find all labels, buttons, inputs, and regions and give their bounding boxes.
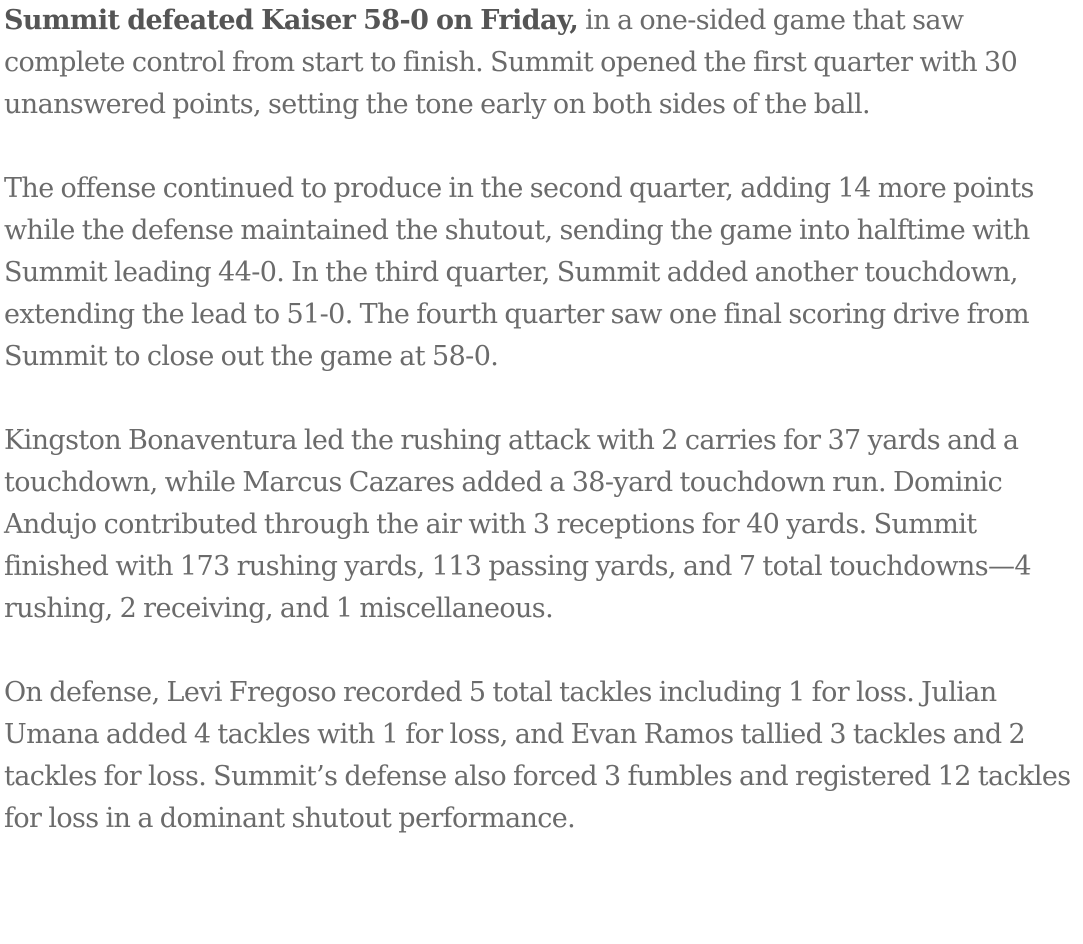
recap-lead-text: Summit defeated Kaiser 58-0 on Friday,	[4, 5, 579, 36]
recap-paragraph-defense: On defense, Levi Fregoso recorded 5 total tackles including 1 for loss. Julian Umana added 4 tackles with 1 for loss, and Evan Ramos tallied 3 tackles and 2 tackles for loss. Summit’s defense also forced 3 fumbles and registered 12 tackles for loss in a dominant shutout performance.	[4, 677, 1071, 834]
recap-paragraph-offense: Kingston Bonaventura led the rushing attack with 2 carries for 37 yards and a touchdown, while Marcus Cazares added a 38-yard touchdown run. Dominic Andujo contributed through the air with 3 receptions for 40 yards. Summit finished with 173 rushing yards, 113 passing yards, and 7 total touchdowns—4 rushing, 2 receiving, and 1 miscellaneous.	[4, 425, 1031, 624]
recap-paragraph-opening-text: in a one-sided game that saw complete control from start to finish. Summit opened the first quarter with 30 unanswered points, setting the tone early on both sides of the ball.	[4, 5, 1018, 120]
recap-paragraph-scoring: The offense continued to produce in the second quarter, adding 14 more points while the defense maintained the shutout, sending the game into halftime with Summit leading 44-0. In the third quarter, Summit added another touchdown, extending the lead to 51-0. The fourth quarter saw one final scoring drive from Summit to close out the game at 58-0.	[4, 173, 1034, 372]
game-recap-article	[4, 0, 1080, 882]
recap-paragraph-opening	[4, 0, 1080, 126]
